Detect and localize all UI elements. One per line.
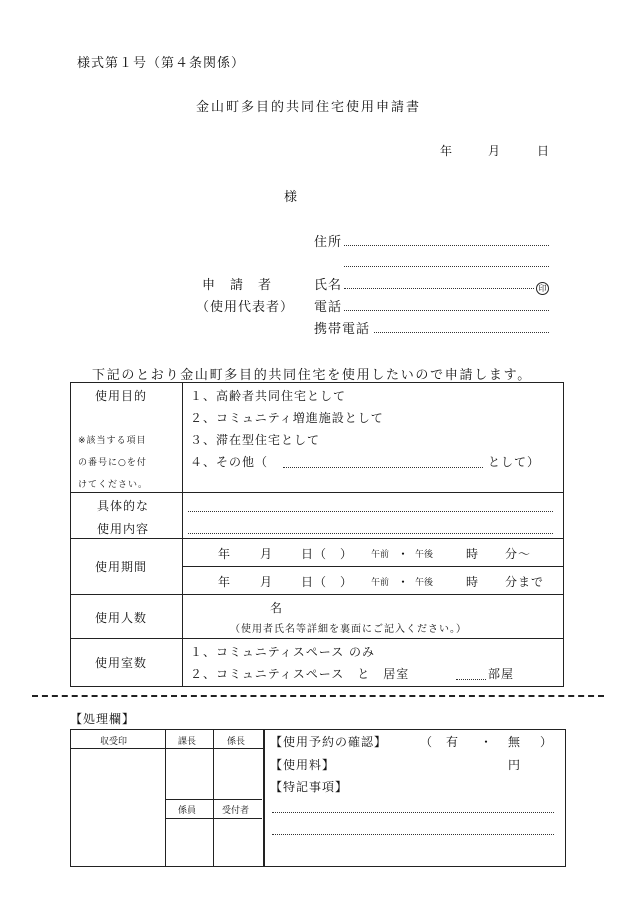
people-unit: 名 <box>270 601 284 615</box>
processing-heading: 【処理欄】 <box>70 712 136 726</box>
chief-header: 課長 <box>178 737 197 747</box>
content-field-line-1[interactable] <box>188 511 553 512</box>
date-day: 日 <box>537 144 551 158</box>
purpose-option-3[interactable]: ３、滞在型住宅として <box>190 433 321 447</box>
form-number: 様式第１号（第４条関係） <box>77 56 246 71</box>
period-end-am[interactable]: 午前 <box>371 578 390 588</box>
content-field-line-2[interactable] <box>188 533 553 534</box>
period-start-pm[interactable]: 午後 <box>415 550 434 560</box>
period-start-day: 日（ ） <box>301 547 354 561</box>
fee-label: 【使用料】 <box>270 758 336 772</box>
period-end-pm[interactable]: 午後 <box>415 578 434 588</box>
period-start-sep: ・ <box>397 547 411 561</box>
period-end-hour: 時 <box>466 575 480 589</box>
purpose-note-line-1: ※該当する項目 <box>78 436 147 446</box>
rooms-option-1[interactable]: １、コミュニティスペース のみ <box>190 645 376 659</box>
period-end-month: 月 <box>260 575 274 589</box>
seal-mark: 印 <box>536 276 549 295</box>
people-label: 使用人数 <box>95 611 148 625</box>
name-field-line[interactable] <box>344 288 534 289</box>
address-label: 住所 <box>314 235 343 250</box>
period-start-am[interactable]: 午前 <box>371 550 390 560</box>
mobile-label: 携帯電話 <box>314 322 371 337</box>
purpose-option-2[interactable]: ２、コミュニティ増進施設として <box>190 411 384 425</box>
applicant-role: 申 請 者 <box>202 278 273 293</box>
reservation-no[interactable]: 無 <box>508 735 522 749</box>
content-label-1: 具体的な <box>97 499 150 513</box>
period-end-minute: 分まで <box>505 575 545 589</box>
fee-unit: 円 <box>508 758 522 772</box>
purpose-other-field[interactable] <box>283 467 483 468</box>
period-start-minute: 分～ <box>505 547 532 561</box>
purpose-other-suffix: として） <box>488 455 541 469</box>
period-end-year: 年 <box>218 575 232 589</box>
addressee-suffix: 様 <box>284 190 299 205</box>
receiver-header: 受付者 <box>222 806 250 816</box>
notes-line-1[interactable] <box>272 812 554 813</box>
notes-line-2[interactable] <box>272 834 554 835</box>
label-column-divider <box>182 382 183 686</box>
period-end-sep: ・ <box>397 575 411 589</box>
reservation-close: ） <box>540 735 554 749</box>
phone-field-line[interactable] <box>344 310 549 311</box>
intro-text: 下記のとおり金山町多目的共同住宅を使用したいので申請します。 <box>92 368 532 383</box>
reservation-dot: ・ <box>480 735 494 749</box>
period-start-hour: 時 <box>466 547 480 561</box>
period-start-month: 月 <box>260 547 274 561</box>
rooms-option-2[interactable]: ２、コミュニティスペース と 居室 <box>190 667 410 681</box>
period-end-day: 日（ ） <box>301 575 354 589</box>
reservation-open: （ <box>420 735 434 749</box>
phone-label: 電話 <box>314 300 343 315</box>
address-field-line-1[interactable] <box>344 245 549 246</box>
stamp-header: 収受印 <box>100 737 128 747</box>
mobile-field-line[interactable] <box>374 332 549 333</box>
rooms-label: 使用室数 <box>95 656 148 670</box>
reservation-label: 【使用予約の確認】 <box>270 735 388 749</box>
cut-line-separator <box>32 695 604 697</box>
form-title: 金山町多目的共同住宅使用申請書 <box>196 100 422 115</box>
period-start-year: 年 <box>218 547 232 561</box>
rooms-option-2-suffix: 部屋 <box>488 667 515 681</box>
purpose-option-1[interactable]: １、高齢者共同住宅として <box>190 389 347 403</box>
content-label-2: 使用内容 <box>97 522 150 536</box>
staff-header: 係員 <box>178 806 197 816</box>
purpose-option-4[interactable]: ４、その他（ <box>190 455 269 469</box>
date-year: 年 <box>440 144 454 158</box>
notes-label: 【特記事項】 <box>270 780 349 794</box>
reservation-yes[interactable]: 有 <box>446 735 460 749</box>
purpose-note-line-2: の番号に○を付 <box>78 458 147 468</box>
section-head-header: 係長 <box>227 737 246 747</box>
period-label: 使用期間 <box>95 560 148 574</box>
purpose-note-line-3: けてください。 <box>78 480 149 490</box>
purpose-label: 使用目的 <box>95 389 148 403</box>
date-month: 月 <box>488 144 502 158</box>
address-field-line-2[interactable] <box>344 266 549 267</box>
applicant-role-sub: （使用代表者） <box>196 300 295 315</box>
name-label: 氏名 <box>314 278 343 293</box>
people-note: （使用者氏名等詳細を裏面にご記入ください。） <box>230 624 467 635</box>
rooms-count-field[interactable] <box>456 679 486 680</box>
